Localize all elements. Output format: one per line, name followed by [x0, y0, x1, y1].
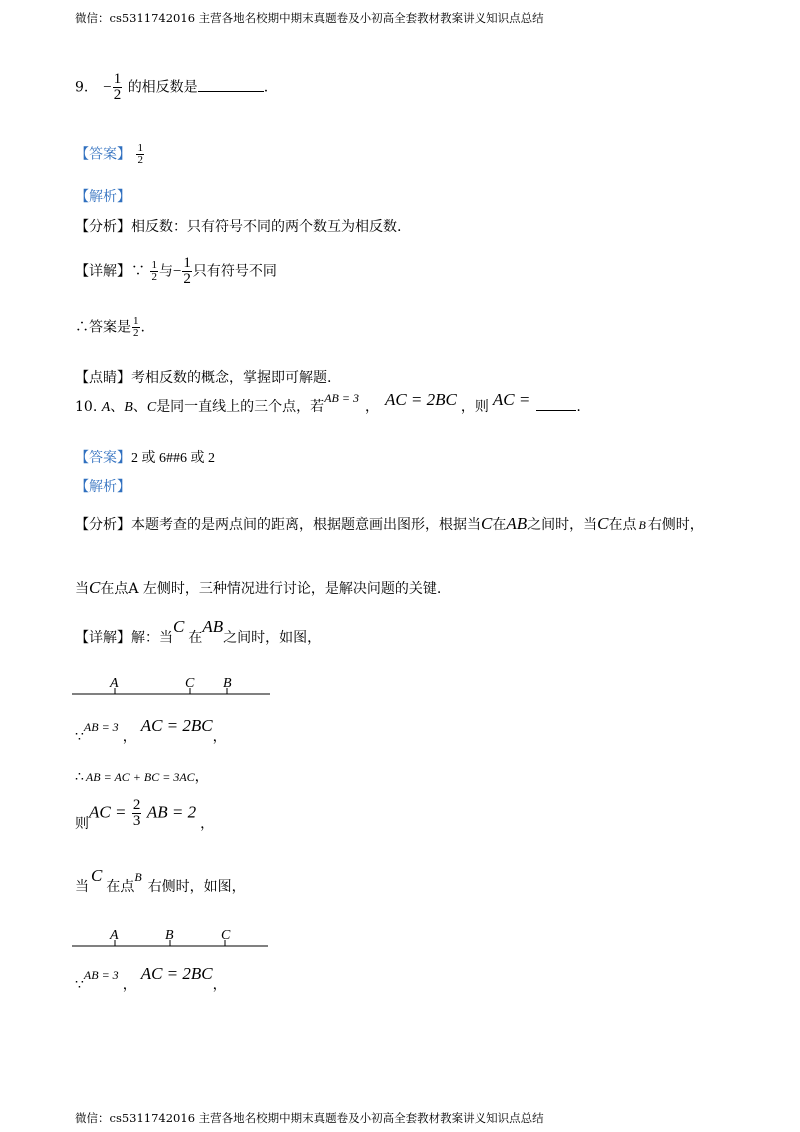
detail-9: 【详解】∵ $\frac{1}{2}$ 与− $\frac{1}{2}$ 只有符号不同: [75, 255, 277, 287]
page-footer: 微信：cs5311742016 主营各地名校期中期末真题卷及小初高全套教材教案讲义知识点总结: [75, 1111, 544, 1125]
question-10: 10. A、B、C是同一直线上的三个点，若AB = 3， AC = 2BC ，则 AC = .: [75, 390, 581, 415]
step-2: ∴ AB = AC + BC = 3AC，: [75, 769, 209, 785]
step-1: ∵AB = 3，AC = 2BC，: [75, 716, 227, 745]
answer-tag: 【答案】: [75, 146, 131, 163]
step-4: ∵AB = 3，AC = 2BC，: [75, 964, 227, 993]
analysis-10-line2: 当C在点A 左侧时，三种情况进行讨论，是解决问题的关键.: [75, 578, 442, 597]
analysis-9: 【分析】相反数：只有符号不同的两个数互为相反数.: [75, 219, 402, 235]
answer-9: [75, 143, 145, 166]
question-9: 9. − $\frac{1}{2}$ 的相反数是 .: [75, 71, 269, 103]
point-a-label: A: [110, 676, 119, 691]
question-ask: AC =: [492, 390, 531, 409]
analysis-10-line1: 【分析】本题考查的是两点间的距离，根据题意画出图形，根据当C在AB之间时，当C在点 B 右侧时，: [75, 514, 704, 533]
fraction-half-small: $\frac{1}{2}$: [151, 259, 157, 283]
point-c-label-2: C: [221, 928, 231, 943]
question-number: 9.: [75, 79, 89, 96]
point-b-label-2: B: [165, 928, 174, 943]
analysis-tag-9: 【解析】: [75, 189, 131, 205]
minus-sign: −: [103, 79, 112, 96]
question-text: 的相反数是: [127, 79, 198, 96]
point-c-label: C: [185, 676, 195, 691]
answer-fraction: $\frac{1}{2}$: [137, 142, 143, 166]
answer-10: 【答案】2 或 6##6 或 2: [75, 450, 215, 466]
fraction-two-thirds: $\frac{2}{3}$: [132, 797, 141, 829]
fraction-neg-half: $\frac{1}{2}$: [183, 255, 191, 287]
step-3: 则AC = $\frac{2}{3}$ AB = 2，: [75, 797, 215, 832]
condition-ac: AC = 2BC: [384, 390, 457, 409]
condition-ab: AB = 3: [324, 391, 359, 405]
point-a-label-2: A: [110, 928, 119, 943]
therefore-9: ∴答案是 $\frac{1}{2}$ .: [75, 315, 145, 339]
detail-10: 【详解】解：当C在AB之间时，如图，: [75, 617, 322, 646]
point-b-label: B: [223, 676, 232, 691]
analysis-tag-10: 【解析】: [75, 479, 131, 495]
case-2: 当C在点B右侧时，如图，: [75, 866, 246, 895]
page-header: 微信：cs5311742016 主营各地名校期中期末真题卷及小初高全套教材教案讲义知识点总结: [75, 11, 544, 25]
line-figure-2: [72, 924, 272, 954]
line-figure-1: [72, 672, 272, 702]
answer-blank-10: [536, 410, 576, 411]
answer-blank: [198, 91, 264, 92]
fraction-one-half: $\frac{1}{2}$: [113, 71, 122, 103]
comment-9: 【点睛】考相反数的概念，掌握即可解题.: [75, 370, 332, 386]
